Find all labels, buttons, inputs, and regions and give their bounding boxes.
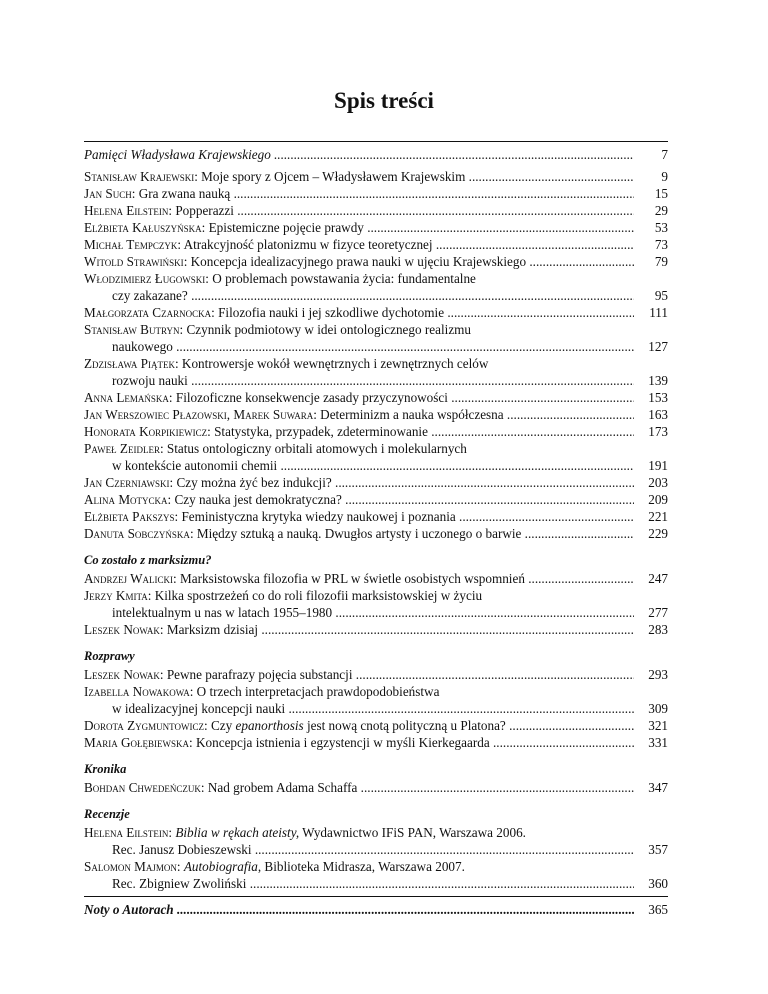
entry-title-cont: intelektualnym u nas w latach 1955–1980 .....	[112, 604, 634, 621]
book-title: Biblia w rękach ateisty,	[175, 825, 300, 840]
entry-title: Determinizm a nauka współczesna	[320, 407, 504, 422]
author-name: Jerzy Kmita	[84, 588, 148, 603]
page-number: 203	[648, 475, 668, 490]
entry-title: Kontrowersje wokół wewnętrznych i zewnętrznych celów	[181, 356, 489, 371]
page-number: 283	[648, 622, 668, 637]
toc-entry-continuation	[84, 841, 668, 858]
page-number: 95	[654, 288, 668, 303]
author-name: Witold Strawiński	[84, 254, 184, 269]
entry-title-cont: w kontekście autonomii chemii .....	[112, 457, 634, 474]
entry-title: Epistemiczne pojęcie prawdy	[208, 220, 364, 235]
entry-title: Nad grobem Adama Schaffa	[207, 780, 358, 795]
author-name: Izabella Nowakowa	[84, 684, 190, 699]
toc-entry: Izabella Nowakowa: O trzech interpretacjach prawdopodobieństwa	[84, 684, 440, 699]
reviewer: Rec. Janusz Dobieszewski .....	[112, 841, 634, 858]
page-number: 173	[648, 424, 668, 439]
page-number: 53	[654, 220, 668, 235]
publisher-info: , Biblioteka Midrasza, Warszawa 2007.	[257, 859, 465, 874]
toc-entry: Dorota Zygmuntowicz: Czy epanorthosis jest nową cnotą polityczną u Platona? ..... 321	[84, 717, 668, 734]
toc-entry: Stanisław Krajewski: Moje spory z Ojcem – Władysławem Krajewskim ..... 9	[84, 168, 668, 185]
author-name: Włodzimierz Ługowski	[84, 271, 206, 286]
entry-title-cont: czy zakazane? .....	[112, 287, 634, 304]
toc-entry-continuation	[84, 875, 668, 892]
toc-entry: Anna Lemańska: Filozoficzne konsekwencje zasady przyczynowości ..... 153	[84, 389, 668, 406]
toc-entry: Witold Strawiński: Koncepcja idealizacyjnego prawa nauki w ujęciu Krajewskiego ..... 79	[84, 253, 668, 270]
author-name: Małgorzata Czarnocka	[84, 305, 212, 320]
page-number: 247	[648, 571, 668, 586]
page-number: 209	[648, 492, 668, 507]
entry-title: Feministyczna krytyka wiedzy naukowej i poznania	[181, 509, 456, 524]
author-name: Danuta Sobczyńska	[84, 526, 190, 541]
page-number: 111	[649, 305, 668, 320]
entry-title: Czy można żyć bez indukcji?	[176, 475, 332, 490]
entry-title: Koncepcja idealizacyjnego prawa nauki w ujęciu Krajewskiego	[190, 254, 527, 269]
page-number: 360	[648, 876, 668, 891]
author-name: Andrzej Walicki	[84, 571, 174, 586]
toc-entry: Włodzimierz Ługowski: O problemach powstawania życia: fundamentalne	[84, 271, 476, 286]
page-number: 73	[654, 237, 668, 252]
page-number: 153	[648, 390, 668, 405]
page-number: 9	[661, 169, 668, 184]
page-number: 331	[648, 735, 668, 750]
entry-title: Czynnik podmiotowy w idei ontologicznego realizmu	[186, 322, 472, 337]
page-number: 139	[648, 373, 668, 388]
entry-title: Filozofia nauki i jej szkodliwe dychotomie	[218, 305, 445, 320]
entry-title: Między sztuką a nauką. Dwugłos artysty i uczonego o barwie	[196, 526, 522, 541]
entry-title: Moje spory z Ojcem – Władysławem Krajewskim	[201, 169, 466, 184]
page-number: 277	[648, 605, 668, 620]
page-number: 229	[648, 526, 668, 541]
author-name: Stanisław Butryn	[84, 322, 180, 337]
toc-entry: Jan Werszowiec Płazowski, Marek Suwara: Determinizm a nauka współczesna ..... 163	[84, 406, 668, 423]
toc-entry: Elżbieta Pakszys: Feministyczna krytyka wiedzy naukowej i poznania ..... 221	[84, 508, 668, 525]
author-name: Anna Lemańska	[84, 390, 169, 405]
toc-entry-continuation	[84, 457, 668, 474]
toc-entry: Maria Gołębiewska: Koncepcja istnienia i egzystencji w myśli Kierkegaarda ..... 331	[84, 734, 668, 751]
toc-entry: Jan Such: Gra zwana nauką ..... 15	[84, 185, 668, 202]
author-name: Helena Eilstein	[84, 203, 169, 218]
toc-entry: Danuta Sobczyńska: Między sztuką a nauką. Dwugłos artysty i uczonego o barwie ..... 229	[84, 525, 668, 542]
toc-entry-continuation	[84, 372, 668, 389]
entry-title: Marksizm dzisiaj	[166, 622, 259, 637]
entry-title: Kilka spostrzeżeń co do roli filozofii marksistowskiej w życiu	[154, 588, 483, 603]
author-name: Salomon Majmon	[84, 859, 177, 874]
toc-entry-title: Noty o Autorach .....	[84, 901, 634, 918]
page-number: 191	[648, 458, 668, 473]
page-number: 321	[648, 718, 668, 733]
reviewer: Rec. Zbigniew Zwoliński .....	[112, 875, 634, 892]
author-name: Honorata Korpikiewicz	[84, 424, 208, 439]
author-name: Leszek Nowak	[84, 667, 160, 682]
toc-entry: Leszek Nowak: Marksizm dzisiaj ..... 283	[84, 621, 668, 638]
bottom-rule	[84, 896, 668, 897]
author-name: Jan Such	[84, 186, 132, 201]
entry-title: Atrakcyjność platonizmu w fizyce teoretycznej	[183, 237, 433, 252]
toc-entry: Stanisław Butryn: Czynnik podmiotowy w idei ontologicznego realizmu	[84, 322, 472, 337]
page-number: 293	[648, 667, 668, 682]
page-number: 29	[654, 203, 668, 218]
author-name: Paweł Zeidler	[84, 441, 160, 456]
toc-entry-notes	[84, 901, 668, 918]
entry-title-cont: naukowego .....	[112, 338, 634, 355]
section-heading: Rozprawy	[84, 649, 135, 663]
toc-entry: Jerzy Kmita: Kilka spostrzeżeń co do roli filozofii marksistowskiej w życiu	[84, 588, 483, 603]
publisher-info: Wydawnictwo IFiS PAN, Warszawa 2006.	[299, 825, 526, 840]
page-number: 347	[648, 780, 668, 795]
entry-title: Pewne parafrazy pojęcia substancji	[166, 667, 353, 682]
toc-entry: Małgorzata Czarnocka: Filozofia nauki i jej szkodliwe dychotomie ..... 111	[84, 304, 668, 321]
toc-entry-title: Pamięci Władysława Krajewskiego .....	[84, 146, 634, 163]
entry-title: Statystyka, przypadek, zdeterminowanie	[214, 424, 428, 439]
page-title: Spis treści	[334, 88, 434, 113]
toc-entry-continuation	[84, 287, 668, 304]
toc-entry: Helena Eilstein: Biblia w rękach ateisty, Wydawnictwo IFiS PAN, Warszawa 2006.	[84, 825, 526, 840]
entry-title: Filozoficzne konsekwencje zasady przyczynowości	[175, 390, 448, 405]
page-number: 365	[648, 902, 668, 917]
entry-title: Czy	[210, 718, 236, 733]
toc-entry-continuation	[84, 700, 668, 717]
toc-entry: Salomon Majmon: Autobiografia, Biblioteka Midrasza, Warszawa 2007.	[84, 859, 465, 874]
entry-title: O trzech interpretacjach prawdopodobieństwa	[196, 684, 440, 699]
author-name: Alina Motycka	[84, 492, 168, 507]
entry-title: Czy nauka jest demokratyczna?	[174, 492, 342, 507]
author-name: Jan Czerniawski	[84, 475, 170, 490]
entry-title: jest nową cnotą polityczną u Platona?	[303, 718, 506, 733]
toc-entry: Michał Tempczyk: Atrakcyjność platonizmu w fizyce teoretycznej ..... 73	[84, 236, 668, 253]
entry-title-cont: rozwoju nauki .....	[112, 372, 634, 389]
author-name: Maria Gołębiewska	[84, 735, 190, 750]
page-number: 127	[648, 339, 668, 354]
toc-entry-continuation	[84, 604, 668, 621]
section-heading: Kronika	[84, 762, 127, 776]
toc-entry-continuation	[84, 338, 668, 355]
entry-title: O problemach powstawania życia: fundamentalne	[212, 271, 476, 286]
page-number: 221	[648, 509, 668, 524]
entry-title: Marksistowska filozofia w PRL w świetle osobistych wspomnień	[180, 571, 525, 586]
toc-entry: Alina Motycka: Czy nauka jest demokratyczna? ..... 209	[84, 491, 668, 508]
page-number: 163	[648, 407, 668, 422]
section-heading: Co zostało z marksizmu?	[84, 553, 212, 567]
author-name: Zdzisława Piątek	[84, 356, 175, 371]
entry-title: Koncepcja istnienia i egzystencji w myśli Kierkegaarda	[196, 735, 490, 750]
author-name: Elżbieta Kałuszyńska	[84, 220, 202, 235]
page-number: 79	[654, 254, 668, 269]
entry-title-cont: w idealizacyjnej koncepcji nauki .....	[112, 700, 634, 717]
page-number: 15	[654, 186, 668, 201]
entry-title: Gra zwana nauką	[138, 186, 231, 201]
author-name: Leszek Nowak	[84, 622, 160, 637]
toc-entry: Zdzisława Piątek: Kontrowersje wokół wewnętrznych i zewnętrznych celów	[84, 356, 489, 371]
author-name: Elżbieta Pakszys	[84, 509, 175, 524]
page-number: 357	[648, 842, 668, 857]
author-name: Stanisław Krajewski	[84, 169, 195, 184]
toc-entry: Paweł Zeidler: Status ontologiczny orbitali atomowych i molekularnych	[84, 441, 467, 456]
toc-entry: Helena Eilstein: Popperazzi ..... 29	[84, 202, 668, 219]
author-name: Michał Tempczyk	[84, 237, 178, 252]
toc-entry: Leszek Nowak: Pewne parafrazy pojęcia substancji ..... 293	[84, 666, 668, 683]
toc-entry: Jan Czerniawski: Czy można żyć bez indukcji? ..... 203	[84, 474, 668, 491]
entry-title: Popperazzi	[175, 203, 234, 218]
top-rule	[84, 141, 668, 142]
toc-entry-intro	[84, 146, 668, 163]
book-title: Autobiografia	[183, 859, 258, 874]
page-number: 7	[661, 147, 668, 162]
toc-entry: Honorata Korpikiewicz: Statystyka, przypadek, zdeterminowanie ..... 173	[84, 423, 668, 440]
page-number: 309	[648, 701, 668, 716]
author-name: Jan Werszowiec Płazowski, Marek Suwara	[84, 407, 314, 422]
author-name: Bohdan Chwedeńczuk	[84, 780, 201, 795]
author-name: Helena Eilstein	[84, 825, 169, 840]
author-name: Dorota Zygmuntowicz	[84, 718, 204, 733]
entry-title-italic: epanorthosis	[235, 718, 304, 733]
section-heading: Recenzje	[84, 807, 130, 821]
toc-entry: Elżbieta Kałuszyńska: Epistemiczne pojęcie prawdy ..... 53	[84, 219, 668, 236]
toc-entry: Andrzej Walicki: Marksistowska filozofia w PRL w świetle osobistych wspomnień ..... 247	[84, 570, 668, 587]
entry-title: Status ontologiczny orbitali atomowych i molekularnych	[166, 441, 467, 456]
toc-entry: Bohdan Chwedeńczuk: Nad grobem Adama Schaffa ..... 347	[84, 779, 668, 796]
